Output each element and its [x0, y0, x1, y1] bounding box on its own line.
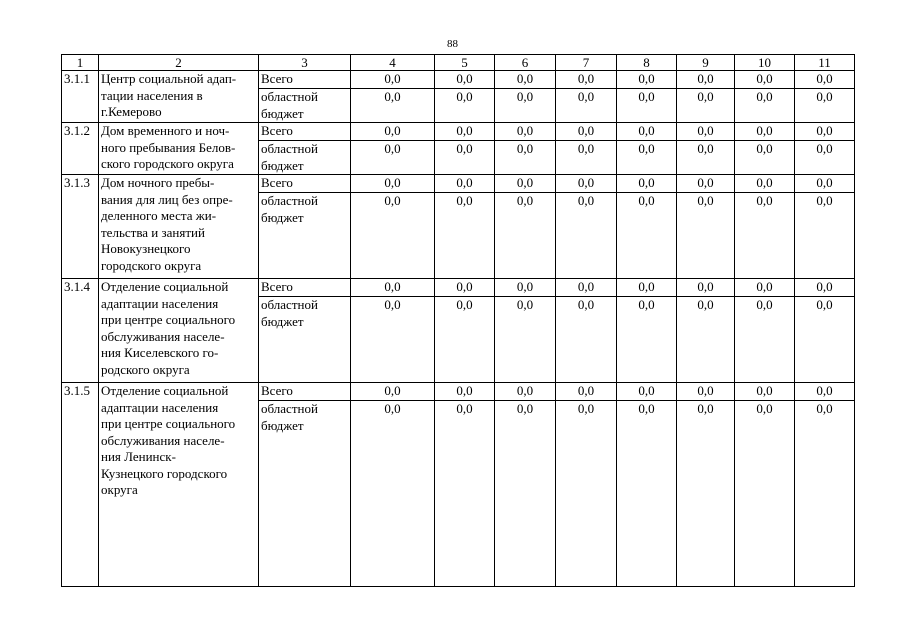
value-cell: 0,0 [677, 175, 735, 193]
value-cell: 0,0 [435, 383, 495, 401]
value-cell: 0,0 [351, 401, 435, 587]
value-cell: 0,0 [617, 175, 677, 193]
value-cell: 0,0 [351, 123, 435, 141]
name-line: ния Ленинск- [101, 449, 176, 464]
value-cell: 0,0 [795, 175, 855, 193]
table-row [62, 175, 855, 193]
value-cell: 0,0 [677, 71, 735, 89]
source-line: областной [261, 89, 318, 104]
value-cell: 0,0 [556, 123, 617, 141]
value-cell: 0,0 [556, 175, 617, 193]
value-cell: 0,0 [735, 401, 795, 587]
source-line: бюджет [261, 313, 304, 329]
value-cell: 0,0 [677, 193, 735, 279]
value-cell: 0,0 [556, 401, 617, 587]
source-regional [259, 89, 351, 123]
institution-name [99, 123, 259, 175]
value-cell: 0,0 [617, 89, 677, 123]
source-line: бюджет [261, 105, 304, 121]
value-cell: 0,0 [435, 279, 495, 297]
value-cell: 0,0 [795, 193, 855, 279]
value-cell: 0,0 [495, 279, 556, 297]
source-line: областной [261, 297, 318, 312]
value-cell: 0,0 [735, 71, 795, 89]
header-row [62, 55, 855, 71]
value-cell: 0,0 [435, 401, 495, 587]
name-line: адаптации населения [101, 399, 219, 415]
value-cell: 0,0 [677, 141, 735, 175]
value-cell: 0,0 [556, 71, 617, 89]
col-header: 3 [259, 55, 351, 71]
institution-name [99, 279, 259, 383]
value-cell: 0,0 [795, 383, 855, 401]
value-cell: 0,0 [617, 401, 677, 587]
name-line: городского округа [101, 257, 202, 273]
value-cell: 0,0 [435, 141, 495, 175]
row-number: 3.1.4 [62, 279, 99, 383]
value-cell: 0,0 [351, 141, 435, 175]
name-line: обслуживания населе- [101, 432, 225, 448]
row-number: 3.1.5 [62, 383, 99, 587]
value-cell: 0,0 [795, 89, 855, 123]
col-header: 6 [495, 55, 556, 71]
name-line: тельства и занятий [101, 224, 205, 240]
value-cell: 0,0 [795, 279, 855, 297]
value-cell: 0,0 [677, 383, 735, 401]
value-cell: 0,0 [435, 123, 495, 141]
source-total: Всего [259, 175, 351, 193]
value-cell: 0,0 [617, 279, 677, 297]
source-total: Всего [259, 279, 351, 297]
col-header: 7 [556, 55, 617, 71]
source-line: бюджет [261, 209, 304, 225]
name-line: тации населения в [101, 87, 203, 103]
value-cell: 0,0 [617, 297, 677, 383]
value-cell: 0,0 [495, 141, 556, 175]
source-line: бюджет [261, 157, 304, 173]
institution-name [99, 175, 259, 279]
source-line: областной [261, 141, 318, 156]
col-header: 9 [677, 55, 735, 71]
name-line: родского округа [101, 361, 190, 377]
value-cell: 0,0 [351, 175, 435, 193]
value-cell: 0,0 [351, 297, 435, 383]
value-cell: 0,0 [735, 89, 795, 123]
value-cell: 0,0 [735, 141, 795, 175]
value-cell: 0,0 [556, 297, 617, 383]
value-cell: 0,0 [617, 193, 677, 279]
col-header: 8 [617, 55, 677, 71]
source-regional [259, 401, 351, 587]
institution-name [99, 71, 259, 123]
source-total: Всего [259, 71, 351, 89]
name-line: Центр социальной адап- [101, 71, 237, 86]
name-line: при центре социального [101, 312, 236, 327]
source-regional [259, 297, 351, 383]
value-cell: 0,0 [677, 401, 735, 587]
col-header: 4 [351, 55, 435, 71]
value-cell: 0,0 [735, 279, 795, 297]
name-line: ского городского округа [101, 156, 234, 171]
row-number: 3.1.1 [62, 71, 99, 123]
name-line: деленного места жи- [101, 208, 217, 223]
col-header: 1 [62, 55, 99, 71]
name-line: Отделение социальной [101, 383, 229, 398]
name-line: адаптации населения [101, 295, 219, 311]
value-cell: 0,0 [617, 71, 677, 89]
value-cell: 0,0 [617, 123, 677, 141]
value-cell: 0,0 [617, 383, 677, 401]
value-cell: 0,0 [435, 193, 495, 279]
value-cell: 0,0 [495, 297, 556, 383]
value-cell: 0,0 [556, 193, 617, 279]
col-header: 2 [99, 55, 259, 71]
table-row [62, 383, 855, 401]
page-number: 88 [447, 38, 458, 50]
value-cell: 0,0 [351, 71, 435, 89]
value-cell: 0,0 [556, 89, 617, 123]
value-cell: 0,0 [351, 193, 435, 279]
source-line: областной [261, 401, 318, 416]
col-header: 5 [435, 55, 495, 71]
name-line: обслуживания населе- [101, 328, 225, 344]
budget-table [61, 54, 855, 587]
value-cell: 0,0 [495, 71, 556, 89]
name-line: Новокузнецкого [101, 241, 191, 256]
value-cell: 0,0 [735, 297, 795, 383]
name-line: ного пребывания Белов- [101, 139, 236, 155]
value-cell: 0,0 [735, 123, 795, 141]
source-line: бюджет [261, 417, 304, 433]
value-cell: 0,0 [351, 279, 435, 297]
table-row [62, 71, 855, 89]
name-line: г.Кемерово [101, 104, 162, 119]
value-cell: 0,0 [795, 71, 855, 89]
value-cell: 0,0 [351, 89, 435, 123]
value-cell: 0,0 [795, 297, 855, 383]
name-line: Отделение социальной [101, 279, 229, 294]
source-total: Всего [259, 383, 351, 401]
value-cell: 0,0 [351, 383, 435, 401]
value-cell: 0,0 [556, 141, 617, 175]
name-line: округа [101, 482, 138, 497]
value-cell: 0,0 [435, 71, 495, 89]
value-cell: 0,0 [556, 383, 617, 401]
value-cell: 0,0 [735, 193, 795, 279]
value-cell: 0,0 [795, 123, 855, 141]
value-cell: 0,0 [495, 123, 556, 141]
value-cell: 0,0 [435, 175, 495, 193]
name-line: Кузнецкого городского [101, 465, 228, 481]
value-cell: 0,0 [795, 401, 855, 587]
name-line: вания для лиц без опре- [101, 191, 233, 207]
value-cell: 0,0 [495, 89, 556, 123]
value-cell: 0,0 [677, 123, 735, 141]
source-line: областной [261, 193, 318, 208]
value-cell: 0,0 [556, 279, 617, 297]
col-header: 10 [735, 55, 795, 71]
source-total: Всего [259, 123, 351, 141]
value-cell: 0,0 [435, 297, 495, 383]
value-cell: 0,0 [795, 141, 855, 175]
value-cell: 0,0 [495, 175, 556, 193]
source-regional [259, 141, 351, 175]
name-line: Дом ночного пребы- [101, 175, 215, 190]
col-header: 11 [795, 55, 855, 71]
value-cell: 0,0 [677, 279, 735, 297]
row-number: 3.1.3 [62, 175, 99, 279]
row-number: 3.1.2 [62, 123, 99, 175]
value-cell: 0,0 [495, 193, 556, 279]
table-row [62, 123, 855, 141]
value-cell: 0,0 [735, 175, 795, 193]
value-cell: 0,0 [677, 89, 735, 123]
table-row [62, 279, 855, 297]
name-line: при центре социального [101, 416, 236, 431]
value-cell: 0,0 [435, 89, 495, 123]
value-cell: 0,0 [495, 383, 556, 401]
value-cell: 0,0 [617, 141, 677, 175]
value-cell: 0,0 [495, 401, 556, 587]
value-cell: 0,0 [677, 297, 735, 383]
name-line: ния Киселевского го- [101, 345, 219, 360]
name-line: Дом временного и ноч- [101, 123, 230, 138]
institution-name [99, 383, 259, 587]
value-cell: 0,0 [735, 383, 795, 401]
source-regional [259, 193, 351, 279]
